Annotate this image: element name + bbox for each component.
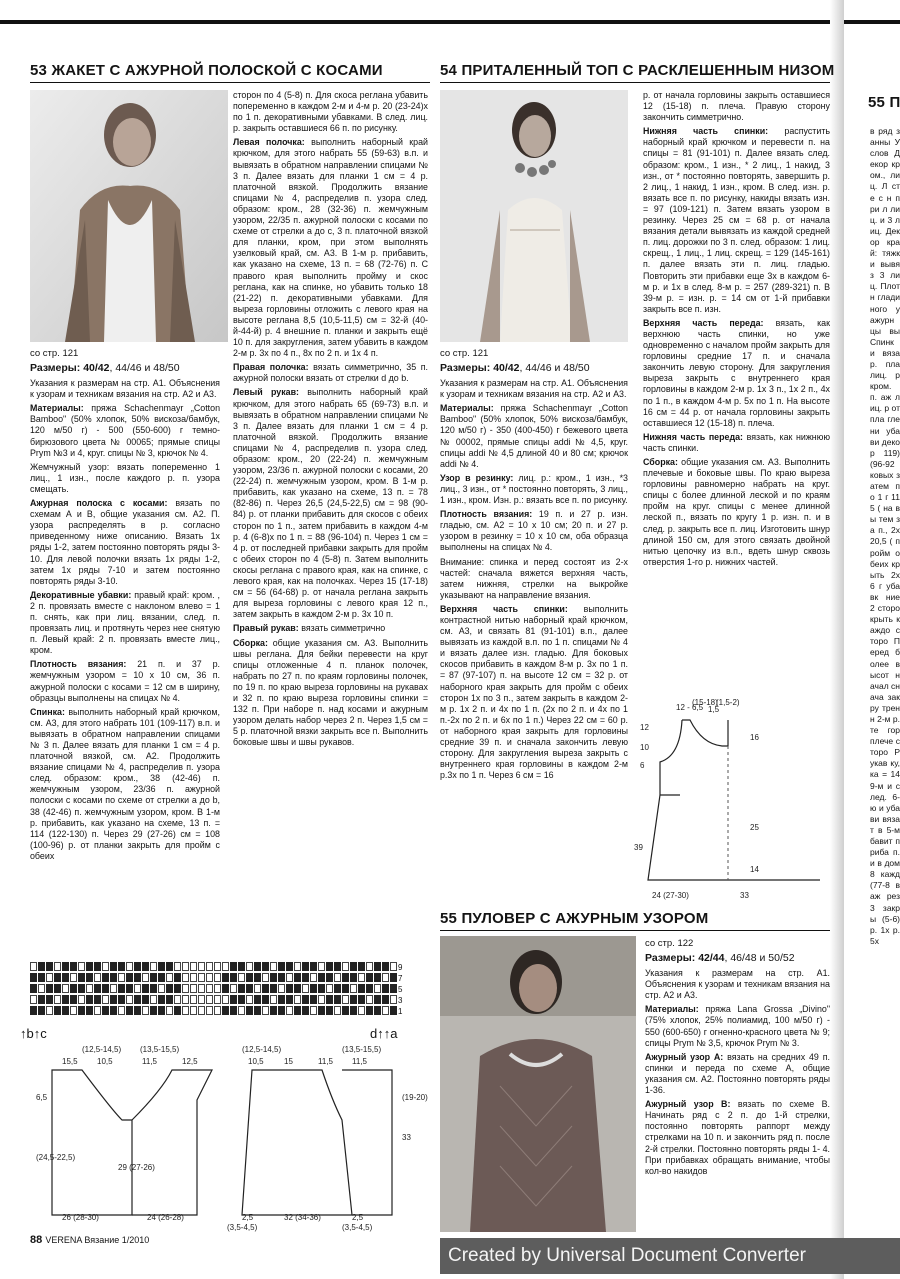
chart-cell [150,962,157,971]
chart-cell [174,973,181,982]
chart-cell [30,1006,37,1015]
chart-cell [310,984,317,993]
chart-cell [326,973,333,982]
chart-row [30,984,408,994]
chart-cell [222,973,229,982]
chart-cell [102,973,109,982]
chart-cell [334,962,341,971]
chart-cell [246,984,253,993]
chart-cell [302,973,309,982]
chart-cell [62,973,69,982]
chart-cell [382,984,389,993]
svg-text:11,5: 11,5 [142,1057,157,1066]
chart-cell [246,1006,253,1015]
svg-text:15,5: 15,5 [62,1057,78,1066]
chart-cell [350,962,357,971]
chart-cell [126,984,133,993]
chart-cell [350,984,357,993]
chart-cell [30,995,37,1004]
chart-cell [390,995,397,1004]
chart-cell [190,973,197,982]
chart-cell [294,962,301,971]
chart-cell [254,1006,261,1015]
chart-cell [86,995,93,1004]
chart-cell [54,1006,61,1015]
chart-cell [142,995,149,1004]
chart-cell [54,995,61,1004]
svg-text:29 (27-26): 29 (27-26) [118,1163,155,1172]
title-rule [30,82,430,83]
chart-cell [78,973,85,982]
svg-text:2,5: 2,5 [352,1213,364,1222]
chart-cell [54,984,61,993]
svg-text:11,5: 11,5 [318,1057,333,1066]
svg-text:14: 14 [750,865,759,874]
svg-text:(13,5-15,5): (13,5-15,5) [140,1045,180,1054]
chart-cell [46,973,53,982]
svg-text:32 (34-36): 32 (34-36) [284,1213,321,1222]
svg-text:10,5: 10,5 [248,1057,264,1066]
chart-cell [182,1006,189,1015]
chart-cell [302,962,309,971]
svg-text:15: 15 [284,1057,293,1066]
chart-cell [278,984,285,993]
page-ref: со стр. 121 [30,348,79,359]
chart-cell [326,984,333,993]
chart-cell [70,973,77,982]
chart-cell [118,995,125,1004]
chart-cell [70,962,77,971]
chart-cell [390,1006,397,1015]
chart-cell [302,1006,309,1015]
chart-cell [190,962,197,971]
chart-cell [38,973,45,982]
chart-cell [94,962,101,971]
chart-cell [158,995,165,1004]
svg-text:24 (26-28): 24 (26-28) [147,1213,184,1222]
top-border [0,20,900,24]
chart-cell [198,1006,205,1015]
chart-cell [238,995,245,1004]
chart-cell [286,995,293,1004]
chart-cell [374,973,381,982]
chart-cell [318,973,325,982]
chart-cell [342,1006,349,1015]
chart-cell [150,995,157,1004]
chart-cell [46,1006,53,1015]
chart-cell [198,962,205,971]
chart-cell [118,973,125,982]
chart-cell [54,973,61,982]
chart-cell [302,984,309,993]
chart-cell [278,962,285,971]
chart-cell [110,1006,117,1015]
chart-cell [238,1006,245,1015]
chart-cell [78,984,85,993]
svg-text:10: 10 [640,743,649,752]
chart-cell [126,973,133,982]
stitch-chart [30,962,408,1016]
chart-cell [238,962,245,971]
chart-cell [254,995,261,1004]
pattern-55-title: 55 ПУЛОВЕР С АЖУРНЫМ УЗОРОМ [440,910,709,927]
chart-cell [134,995,141,1004]
svg-text:(3,5-4,5): (3,5-4,5) [227,1223,258,1232]
chart-cell [142,962,149,971]
svg-text:12,5: 12,5 [182,1057,198,1066]
col4-text: р. от начала горловины закрыть оставшиеся 12 (15-18) п. плеча. Правую сторону закончить симметрично. Нижняя часть спинки: распустить наборный край крючком и перевести п. на спицы = 81 (91-101) п. Далее вязать след. образом: кром., 1 изн., * 2 лиц., 1 накид, 3 изн., от * постоянно повторять, завершить р. 2 лиц., 1 накид, 1 изн., кром. В след. изн. р. вязать все п. по рисунку, накиды вязать изн. = 97 (109-121) п. Затем вязать узором в резинку. Через 25 см = 68 р. от начала вязания детали вывязать из каждой средней п. лиц. дорожки по 3 п. след. образом: 1 лиц. скрещ., 1 лиц., 1 лиц. скрещ. = 129 (145-161) п. далее вязать эти п. лиц. гладью. Повторить эти прибавки еще 3х в каждом 6-м р. и 1х в след. 8-м р. = 257 (289-321) п. В 39-м р. = изн. р. = 14 см от 1-й прибавки закрыть все п. изн. Верхняя часть переда: вязать, как верхнюю часть спинки, но уже одновременно с началом пройм закрыть для горловины средние 17 п. и сначала закончить левую сторону. Для закругления выреза закрыть с внутреннего края горловины в каждом 2-м р. 1х 3 п., 1х 2 п., 4х по 1 п., в каждом 4-м р. 5х по 1 п. На высоте 16 см = 44 р. от начала горловины закрыть оставшиеся 12 (15-18) п. плеча. Нижняя часть переда: вязать, как нижнюю часть спинки. Сборка: общие указания см. А3. Выполнить плечевые и боковые швы. По краю выреза горловины равномерно набрать на круг. спицы с более длинной леской и по краям пройм на круг. спицы с менее длинной леской п., вязать по кругу 1 р. изн. п. и в след. р. закрыть все п. лиц. Изготовить шнур длиной 150 см, для этого связать двойной нитью цепочку из в.п., вдеть шнур сквозь отверстия 1-го р. нижних частей. [643,90,831,567]
chart-cell [374,1006,381,1015]
chart-cell [182,984,189,993]
chart-cell [318,995,325,1004]
chart-cell [86,984,93,993]
chart-cell [318,962,325,971]
chart-cell [358,962,365,971]
pattern-53-title: 53 ЖАКЕТ С АЖУРНОЙ ПОЛОСКОЙ С КОСАМИ [30,62,383,79]
svg-text:12: 12 [640,723,649,732]
svg-text:25: 25 [750,823,759,832]
chart-row [30,995,408,1005]
chart-cell [126,962,133,971]
chart-cell [206,995,213,1004]
chart-cell [134,973,141,982]
chart-cell [86,973,93,982]
pullover-photo [440,936,636,1232]
chart-cell [214,984,221,993]
col5-text: со стр. 122 Размеры: 42/44, 46/48 и 50/52 Указания к размерам на стр. А1. Объяснения к узорам и техникам вязания на стр. А2 и А3. Материалы: пряжа Lana Grossa „Divino" (75% хлопок, 25% полиамид, 100 м/50 г) - 550 (600-650) г огненно-красного цвета № 9; спицы Prym № 3,5, крючок Prym № 3. Ажурный узор А: вязать на средних 49 п. спинки и переда по схеме А, общие указания см. А2. Постоянно повторять ряды 1-36. Ажурный узор В: вязать по схеме В. Начинать ряд с 2 п. до 1-й стрелки, постоянно повторять раппорт между стрелками на 10 п. и закончить ряд п. после 2-й стрелки. Постоянно повторять ряды 1- 4. При прибавках обращать внимание, чтобы кол-во накидов [645,938,830,1176]
chart-cell [46,984,53,993]
svg-text:33: 33 [740,891,749,900]
svg-text:11,5: 11,5 [352,1057,367,1066]
chart-cell [262,1006,269,1015]
chart-cell [46,995,53,1004]
chart-cell [310,995,317,1004]
chart-cell [254,962,261,971]
chart-cell [110,973,117,982]
chart-cell [374,995,381,1004]
chart-cell [158,1006,165,1015]
chart-cell [166,995,173,1004]
chart-cell [294,973,301,982]
svg-text:24 (27-30): 24 (27-30) [652,891,689,900]
chart-cell [334,1006,341,1015]
chart-cell [374,984,381,993]
chart-cell [78,962,85,971]
chart-cell [118,984,125,993]
converter-banner: Created by Universal Document Converter [440,1238,900,1274]
svg-text:2,5: 2,5 [242,1213,254,1222]
chart-cell [262,973,269,982]
chart-cell [142,984,149,993]
chart-cell [382,962,389,971]
chart-cell [286,984,293,993]
chart-cell [110,984,117,993]
chart-cell [118,1006,125,1015]
chart-cell [126,995,133,1004]
chart-cell [70,984,77,993]
svg-text:(15-18): (15-18) [692,698,718,707]
chart-cell [326,962,333,971]
chart-cell [350,973,357,982]
chart-cell [102,962,109,971]
chart-row [30,962,408,972]
chart-cell [174,995,181,1004]
chart-cell [142,973,149,982]
chart-cell [102,1006,109,1015]
svg-text:(1,5-2): (1,5-2) [716,698,740,707]
chart-cell [190,984,197,993]
chart-cell [198,984,205,993]
page-footer: 88 VERENA Вязание 1/2010 [30,1234,150,1246]
chart-cell [286,973,293,982]
chart-cell [38,984,45,993]
chart-cell [278,1006,285,1015]
chart-cell [54,962,61,971]
top-photo [440,90,628,342]
chart-cell [382,973,389,982]
chart-cell [358,973,365,982]
svg-text:6,5: 6,5 [36,1093,48,1102]
svg-text:(24,5-22,5): (24,5-22,5) [36,1153,76,1162]
jacket-photo [30,90,228,342]
chart-cell [262,962,269,971]
chart-cell [214,995,221,1004]
jacket-schematic [22,1040,428,1232]
chart-cell [270,973,277,982]
chart-cell [214,962,221,971]
chart-cell [294,984,301,993]
chart-cell [38,995,45,1004]
chart-cell [158,962,165,971]
top-schematic [630,700,830,910]
chart-row [30,973,408,983]
chart-cell [78,1006,85,1015]
chart-cell [334,995,341,1004]
chart-cell [182,995,189,1004]
chart-cell [62,1006,69,1015]
chart-cell [206,1006,213,1015]
chart-cell [238,973,245,982]
chart-cell [286,1006,293,1015]
chart-cell [182,973,189,982]
chart-cell [366,995,373,1004]
chart-cell [270,984,277,993]
svg-text:6: 6 [640,761,645,770]
chart-cell [150,973,157,982]
chart-cell [310,1006,317,1015]
chart-cell [246,973,253,982]
chart-cell [230,962,237,971]
chart-cell [134,984,141,993]
chart-cell [182,962,189,971]
chart-row [30,1006,408,1016]
chart-cell [174,984,181,993]
chart-cell [142,1006,149,1015]
chart-cell [78,995,85,1004]
chart-cell [326,1006,333,1015]
chart-cell [222,962,229,971]
chart-cell [342,962,349,971]
chart-cell [150,1006,157,1015]
chart-cell [166,973,173,982]
chart-cell [30,973,37,982]
svg-text:(12,5-14,5): (12,5-14,5) [242,1045,282,1054]
chart-cell [222,1006,229,1015]
chart-cell [62,984,69,993]
chart-cell [366,973,373,982]
chart-cell [30,962,37,971]
col3-text: со стр. 121 Размеры: 40/42, 44/46 и 48/50 Указания к размерам на стр. А1. Объяснения к узорам и техникам вязания на стр. А2 и А3. Материалы: пряжа Schachenmayr „Cotton Bamboo" (50% хлопок, 50% вискоза/бамбук, 120 м/50 г) - 350 (400-450) г бежевого цвета № 00002, прямые спицы addi № 4,5, круг. спицы addi № 4,5 длиной 40 и 80 см; крючок addi № 4. Узор в резинку: лиц. р.: кром., 1 изн., *3 лиц., 3 изн., от * постоянно повторять, 3 лиц., 1 изн., кром. Изн. р.: вязать все п. по рисунку. Плотность вязания: 19 п. и 27 р. изн. гладью, см. А2 = 10 х 10 см; 20 п. и 27 р. узором в резинку = 10 х 10 см, оба образца выполнены на спицах № 4. Внимание: спинка и перед состоят из 2-х частей: сначала вяжется верхняя часть, затем нижняя, стрелки на выкройке указывают на направление вязания. Верхняя часть спинки: выполнить контрастной нитью наборный край крючком, см. А3, и связать 81 (91-101) в.п., далее вывязать из каждой в.п. по 1 п. спицами № 4 и вязать далее изн. гладью. Для боковых скосов прибавить в каждом 8-м р. 3х по 1 п. = 87 (97-107) п. на высоте 12 см = 32 р. от наборного края закрыть для пройм с обеих сторон 1х по 3 п., затем закрыть в каждом 2-м р. 1х 2 п. и 4х по 1 п. (2х по 2 п. и 4х по 1 п.-2х по 2 п. и 6х по 1 п.) Через 22 см = 60 р. от наборного края закрыть для горловины средние 39 п. и сначала закончить левую сторону. Для закругления выреза закрыть с внутреннего края горловины в каждом 2-м р.3х по 1 п. Через 6 см = 16 [440,348,628,781]
chart-cell [198,995,205,1004]
chart-cell [206,962,213,971]
chart-cell [166,1006,173,1015]
chart-cell [62,995,69,1004]
chart-cell [302,995,309,1004]
chart-cell [334,984,341,993]
chart-cell [246,995,253,1004]
chart-cell [158,973,165,982]
chart-cell [150,984,157,993]
chart-cell [358,995,365,1004]
chart-cell [278,973,285,982]
chart-cell [374,962,381,971]
chart-cell [198,973,205,982]
chart-cell [174,962,181,971]
chart-cell [118,962,125,971]
chart-cell [350,1006,357,1015]
chart-cell [110,962,117,971]
chart-cell [38,962,45,971]
chart-cell [294,1006,301,1015]
chart-cell [214,973,221,982]
chart-cell [190,1006,197,1015]
chart-cell [206,984,213,993]
chart-cell [86,962,93,971]
chart-cell [390,962,397,971]
chart-cell [222,995,229,1004]
chart-cell [334,973,341,982]
chart-cell [38,1006,45,1015]
chart-cell [270,1006,277,1015]
svg-text:(3,5-4,5): (3,5-4,5) [342,1223,373,1232]
title-rule-3 [440,930,830,931]
chart-cell [158,984,165,993]
chart-cell [62,962,69,971]
chart-cell [286,962,293,971]
chart-cell [214,1006,221,1015]
next-page-strip: 55 П в ряд занны Услов Декор кром., лиц. Л сте с н при л лиц. и 3 лиц. Декор край: тяжки вывяз 3 лиц. Плотн глади ного у ажурн цы вы Спинк и вяза р. пла лиц. р кром. п. аж лиц. р от пла глени убави декор 119) (96-92 ковых затем по 1 г 115 ( на вы тем за п., 2х 20,5 ( пройм обеих крыть 2х 6 г убавк ние 2 сторо крыть каждо сторо Перед более высот начал снача закру тренн 2-м р. те гор плече сторо Рукав ку, ка = 14 9-м и след. 6-ю и убави вязат в 5-м бавит приба п. и в дом 8 кажд (77-8 в аж рез 3 закры (5-6) р. 1х р. 5х [868,94,900,946]
svg-text:(13,5-15,5): (13,5-15,5) [342,1045,382,1054]
chart-cell [262,995,269,1004]
chart-cell [270,995,277,1004]
chart-cell [70,1006,77,1015]
chart-cell [230,973,237,982]
chart-cell [382,1006,389,1015]
chart-cell [46,962,53,971]
chart-cell [310,973,317,982]
chart-cell [30,984,37,993]
pattern-54-title: 54 ПРИТАЛЕННЫЙ ТОП С РАСКЛЕШЕННЫМ НИЗОМ [440,62,835,79]
chart-cell [206,973,213,982]
svg-text:33: 33 [402,1133,411,1142]
chart-cell [166,962,173,971]
chart-cell [262,984,269,993]
chart-cell [86,1006,93,1015]
chart-cell [134,962,141,971]
chart-cell [342,973,349,982]
svg-text:1,5: 1,5 [708,705,720,714]
chart-cell [358,1006,365,1015]
chart-cell [358,984,365,993]
chart-cell [238,984,245,993]
chart-cell [366,1006,373,1015]
chart-cell [254,984,261,993]
chart-cell [390,973,397,982]
chart-cell [110,995,117,1004]
chart-cell [278,995,285,1004]
chart-cell [270,962,277,971]
chart-cell [94,973,101,982]
chart-cell [246,962,253,971]
chart-cell [382,995,389,1004]
chart-cell [70,995,77,1004]
chart-cell [94,1006,101,1015]
col1-text: со стр. 121 Размеры: 40/42, 44/46 и 48/50 Указания к размерам на стр. А1. Объяснения к узорам и техникам вязания на стр. А2 и А3. Материалы: пряжа Schachenmayr „Cotton Bamboo" (50% хлопок, 50% вискоза/бамбук, 120 м/50 г) - 500 (550-600) г темно-бирюзового цвета № 00065; прямые спицы Prym №3 и 4, круг. спицы № 3, крючок № 4. Жемчужный узор: вязать попеременно 1 лиц., 1 изн., после каждого р. п. узора смещать. Ажурная полоска с косами: вязать по схемам А и В, общие указания см. А2. П. узора распределять в р. согласно приведенному ниже описанию. Вязать 1х ряды 1-2, затем постоянно повторять ряды 3-10. Для левой полочки вязать 1х ряды 1-2, затем 1х ряды 7-10 и затем постоянно повторять ряды 3-10. Декоративные убавки: правый край: кром. , 2 п. провязать вместе с наклоном влево = 1 п. снять, как при лиц. вязании, след. п. провязать лиц. и протянуть через нее снятую п. Левый край: 2 п. провязать вместе лиц., кром. Плотность вязания: 21 п. и 37 р. жемчужным узором = 10 х 10 см, 36 п. ажурной полоски с косами = 12 см в ширину, образцы выполнены на спицах № 4. Спинка: выполнить наборный край крючком, см. А3, для этого набрать 101 (109-117) в.п. и вывязать в обратном направлении спицами № 3 п. Далее вязать для планки 1 см = 4 р. платочной вязкой, см. А2. Продолжить вязание спицами № 4, распределив п. узора след. образом: кром., 38 (42-46) п. жемчужным узором, 23/36 п. ажурной полоски с косами по схеме от стрелки а до b, 38 (42-46) п. жемчужным узором, кром. В 1-м р. прибавить, как указано на схеме, 13 п. = 114 (122-130) п. Через 29 (27-26) см = 108 (100-96) р. от планки закрыть для пройм с обеих [30,348,221,861]
chart-cell [230,984,237,993]
chart-cell [342,984,349,993]
chart-cell [230,995,237,1004]
chart-cell [342,995,349,1004]
chart-row-numbers: 9 7 5 3 1 [398,963,403,1016]
chart-cell [102,995,109,1004]
chart-cell [366,962,373,971]
chart-cell [126,1006,133,1015]
chart-cell [102,984,109,993]
chart-cell [230,1006,237,1015]
chart-cell [190,995,197,1004]
svg-text:12 - 6,5: 12 - 6,5 [676,703,704,712]
chart-cell [94,984,101,993]
chart-cell [94,995,101,1004]
chart-cell [366,984,373,993]
chart-cell [254,973,261,982]
chart-cell [318,984,325,993]
chart-cell [294,995,301,1004]
chart-cell [318,1006,325,1015]
svg-text:(12,5-14,5): (12,5-14,5) [82,1045,122,1054]
sizes-line: Размеры: 40/42, 44/46 и 48/50 [30,362,180,375]
chart-cell [174,1006,181,1015]
chart-cell [350,995,357,1004]
chart-cell [222,984,229,993]
svg-text:(19-20): (19-20) [402,1093,428,1102]
chart-cell [166,984,173,993]
chart-cell [390,984,397,993]
chart-cell [134,1006,141,1015]
title-rule-2 [440,82,830,83]
col2-text: сторон по 4 (5-8) п. Для скоса реглана убавить попеременно в каждом 2-м и 4-м р. 20 (23-24)х по 1 п. декоративными убавками. В след. лиц. р. закрыть оставшиеся 66 п. по рисунку. Левая полочка: выполнить наборный край крючком, для этого набрать 55 (59-63) в.п. и вывязать в обратном направлении спицами № 3 п. Далее вязать для планки 1 см = 4 р. платочной вязкой. Продолжить вязание спицами № 4, распределив п. узора след. образом: кром., 28 (32-36) п. жемчужным узором, 22/35 п. ажурной полоски с косами по схеме от стрелки а до с, 3 п. платочной вязкой для планки, кром, при этом выполнять узелковый край, см. А3. В 1-м р. прибавить, как указано на схеме, 13 п. = 68 (72-76) п. С правого края выполнить пройму и скос реглана, как на спинке, но убавить только 18 (21-22) п. декоративными убавками. Для выреза горловины отложить с левого края на высоте реглана 8,5 (10,5-11,5) см = 32-й (40-й-44-й) р. 4 внешние п. планки и закрыть ещё 10 п. для закругления, затем убавить в каждом 2-м р. 3х по 4 п., 8х по 2 п. и 1х 4 п. Правая полочка: вязать симметрично, 35 п. ажурной полоски вязать от стрелки d до b. Левый рукав: выполнить наборный край крючком, для этого набрать 65 (69-73) в.п. и вывязать в обратном направлении спицами № 3 п. Далее вязать для планки 1 см = 4 р. платочной вязкой. Продолжить вязание спицами № 4, распределив п. узора след. образом: кром., 20 (22-24) п. жемчужным узором, 23/36 п. ажурной полоски с косами, 20 (22-24) п. жемчужным узором, кром. В 1-м р. прибавить, как указано на схеме, 13 п. = 78 (82-86) п. Через 26,5 (24,5-22,5) см = 98 (90-84) р. от планки прибавить для скосов с обеих сторон по 1 п., затем прибавить в каждом 4-м р. 4 (6-8)х по 1 п. = 88 (96-104) п. Через 1 см = 4 р. от последней прибавки закрыть для пройм с обеих сторон по 4 (5-8) п. Затем выполнить скосы реглана с правого края, как на спинке, с левого края, как на полочках. Через 15 (17-18) см = 56 (64-68) р. от начала реглана закрыть для выреза горловины с левого края 12 п., затем закрыть в каждом 2-м р. 3х 10 п. Правый рукав: вязать симметрично Сборка: общие указания см. А3. Выполнить швы реглана. Для бейки перевести на круг спицы отложенные 4 п. планок полочек, набрать по 27 п. по краям горловины полочек, по 19 п. по краю выреза горловины на рукавах и 32 п. по краю выреза горловины спинки = 132 п. При наборе п. над косами и ажурным узором делать набор через 2 п. Через 1,5 см = 5 р. платочной вязки закрыть все п. Выполнить боковые швы и швы рукавов. [233,90,429,748]
svg-text:26 (28-30): 26 (28-30) [62,1213,99,1222]
svg-text:10,5: 10,5 [97,1057,113,1066]
chart-cell [326,995,333,1004]
svg-text:16: 16 [750,733,759,742]
svg-text:39: 39 [634,843,643,852]
chart-cell [310,962,317,971]
